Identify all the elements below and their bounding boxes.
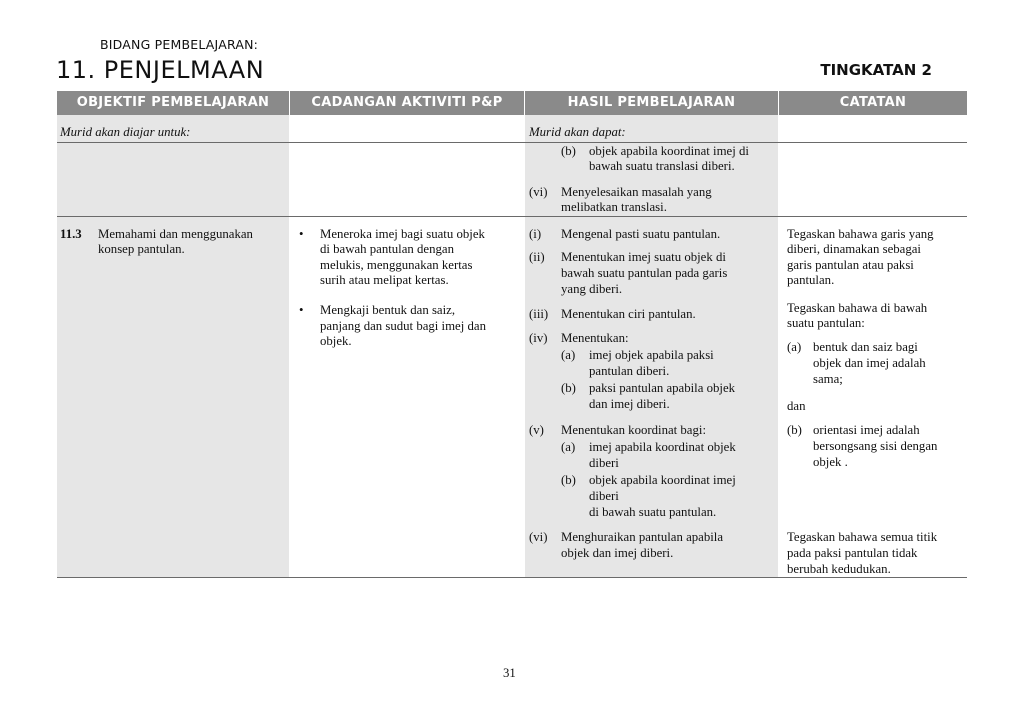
note-1: diberi, dinamakan sebagai [787, 242, 921, 256]
note-1: pantulan. [787, 273, 835, 287]
page-title: 11. PENJELMAAN [56, 56, 265, 84]
outcome-iv-b-label: (b) [561, 381, 576, 395]
note-2: Tegaskan bahawa di bawah [787, 301, 928, 315]
outcome-iv-a-text: imej objek apabila paksi [589, 348, 714, 362]
outcome-ii-text: yang diberi. [561, 282, 623, 296]
row-divider [57, 216, 967, 217]
form-label: TINGKATAN 2 [820, 61, 932, 79]
header-notes: CATATAN [779, 91, 967, 115]
outcome-i-text: Mengenal pasti suatu pantulan. [561, 227, 721, 241]
row-divider [57, 142, 967, 143]
activity-1: Meneroka imej bagi suatu objek [320, 227, 485, 241]
note-2b-label: (b) [787, 423, 802, 437]
objective-intro: Murid akan diajar untuk: [60, 125, 191, 139]
outcome-i-label: (i) [529, 227, 542, 241]
activity-1: melukis, menggunakan kertas [320, 258, 473, 272]
outcome-b-text: bawah suatu translasi diberi. [589, 159, 735, 173]
objective-number: 11.3 [60, 227, 82, 241]
outcome-b-label: (b) [561, 144, 576, 158]
outcome-v-text: Menentukan koordinat bagi: [561, 423, 706, 437]
header-outcome: HASIL PEMBELAJARAN [525, 91, 778, 115]
outcome-iv-a-text: pantulan diberi. [589, 364, 670, 378]
outcome-v-a-text: diberi [589, 456, 619, 470]
col-objective-shade-2 [57, 217, 289, 577]
note-2: suatu pantulan: [787, 316, 865, 330]
note-and: dan [787, 399, 806, 413]
note-3: berubah kedudukan. [787, 562, 891, 576]
note-2a-text: sama; [813, 372, 843, 386]
outcome-vi-text: Menyelesaikan masalah yang [561, 185, 712, 199]
note-3: Tegaskan bahawa semua titik [787, 530, 938, 544]
note-2b-text: objek . [813, 455, 848, 469]
outcome-iii-text: Menentukan ciri pantulan. [561, 307, 696, 321]
area-label: BIDANG PEMBELAJARAN: [100, 37, 259, 52]
outcome-iii-label: (iii) [529, 307, 549, 321]
outcome-vi-label: (vi) [529, 530, 548, 544]
objective-text: konsep pantulan. [98, 242, 185, 256]
outcome-ii-text: Menentukan imej suatu objek di [561, 250, 726, 264]
objective-text: Memahami dan menggunakan [98, 227, 253, 241]
note-2a-label: (a) [787, 340, 802, 354]
outcome-v-label: (v) [529, 423, 544, 437]
outcome-intro: Murid akan dapat: [529, 125, 626, 139]
activity-2: panjang dan sudut bagi imej dan [320, 319, 486, 333]
outcome-b-text: objek apabila koordinat imej di [589, 144, 749, 158]
outcome-iv-label: (iv) [529, 331, 548, 345]
header-activity: CADANGAN AKTIVITI P&P [290, 91, 524, 115]
table-bottom-border [57, 577, 967, 578]
outcome-v-b-text: di bawah suatu pantulan. [589, 505, 717, 519]
outcome-iv-b-text: paksi pantulan apabila objek [589, 381, 736, 395]
outcome-iv-text: Menentukan: [561, 331, 629, 345]
note-2a-text: bentuk dan saiz bagi [813, 340, 918, 354]
note-2a-text: objek dan imej adalah [813, 356, 926, 370]
outcome-ii-label: (ii) [529, 250, 545, 264]
bullet-icon: • [299, 303, 304, 317]
page-number: 31 [503, 666, 516, 680]
note-2b-text: bersongsang sisi dengan [813, 439, 938, 453]
note-2b-text: orientasi imej adalah [813, 423, 920, 437]
outcome-v-a-label: (a) [561, 440, 576, 454]
header-objective: OBJEKTIF PEMBELAJARAN [57, 91, 289, 115]
note-3: pada paksi pantulan tidak [787, 546, 918, 560]
outcome-v-a-text: imej apabila koordinat objek [589, 440, 736, 454]
outcome-vi-text: melibatkan translasi. [561, 200, 667, 214]
activity-2: Mengkaji bentuk dan saiz, [320, 303, 456, 317]
activity-1: di bawah pantulan dengan [320, 242, 454, 256]
activity-2: objek. [320, 334, 352, 348]
note-1: Tegaskan bahawa garis yang [787, 227, 934, 241]
outcome-iv-b-text: dan imej diberi. [589, 397, 670, 411]
outcome-vi-label: (vi) [529, 185, 548, 199]
outcome-v-b-text: objek apabila koordinat imej [589, 473, 736, 487]
outcome-v-b-label: (b) [561, 473, 576, 487]
outcome-iv-a-label: (a) [561, 348, 576, 362]
note-1: garis pantulan atau paksi [787, 258, 914, 272]
outcome-vi-text: objek dan imej diberi. [561, 546, 674, 560]
outcome-vi-text: Menghuraikan pantulan apabila [561, 530, 724, 544]
outcome-v-b-text: diberi [589, 489, 619, 503]
activity-1: surih atau melipat kertas. [320, 273, 449, 287]
bullet-icon: • [299, 227, 304, 241]
outcome-ii-text: bawah suatu pantulan pada garis [561, 266, 728, 280]
